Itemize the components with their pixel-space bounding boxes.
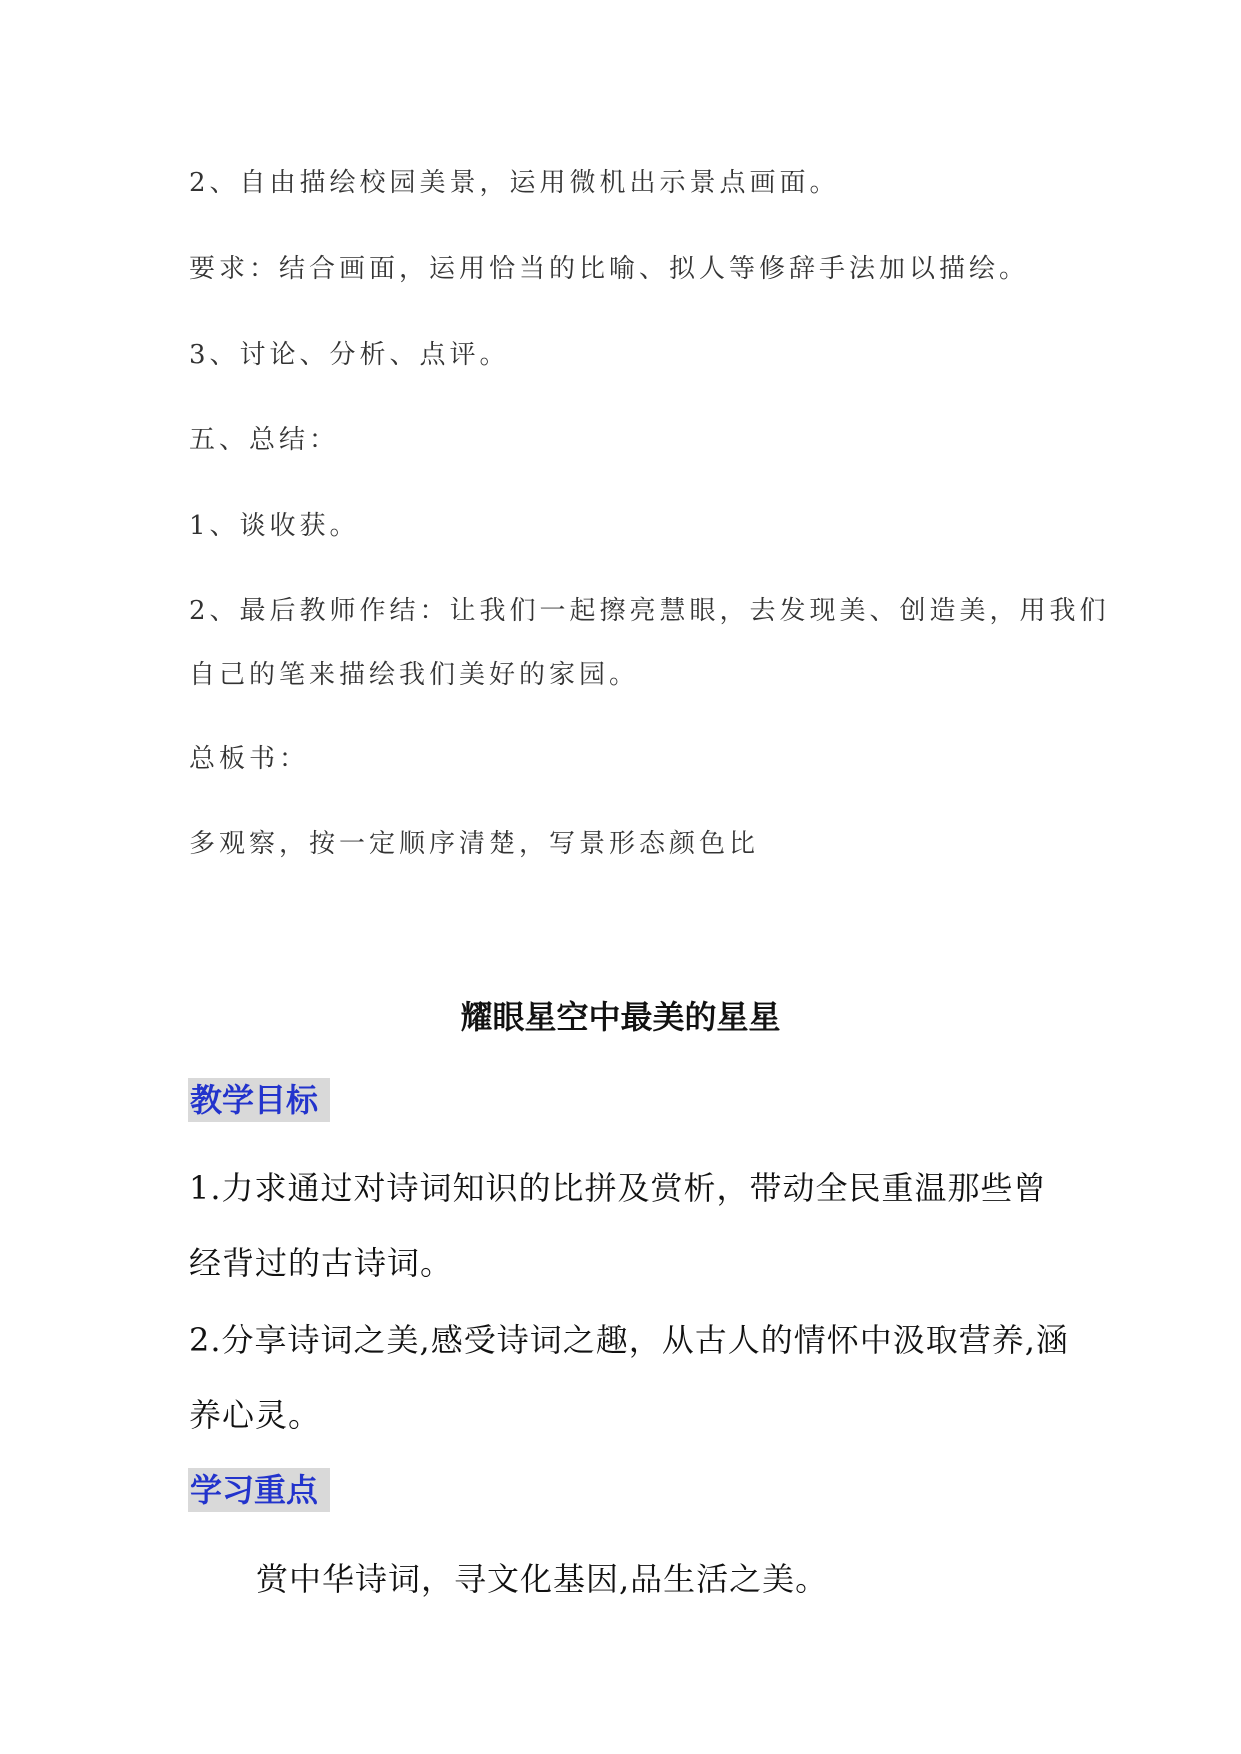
lesson-title: 耀眼星空中最美的星星 <box>460 998 781 1036</box>
paragraph-step-3: 3、讨论、分析、点评。 <box>189 340 510 370</box>
board-writing-content: 多观察，按一定顺序清楚，写景形态颜色比 <box>189 829 760 859</box>
objective-2-line-1: 2.分享诗词之美,感受诗词之趣，从古人的情怀中汲取营养,涵 <box>189 1321 1069 1359</box>
paragraph-summary-2-line-2: 自己的笔来描绘我们美好的家园。 <box>189 660 640 690</box>
paragraph-summary-1: 1、谈收获。 <box>189 511 360 541</box>
focus-heading: 学习重点 <box>188 1468 330 1512</box>
objective-2-line-2: 养心灵。 <box>189 1396 322 1434</box>
board-writing-label: 总板书： <box>189 744 310 774</box>
objective-1-line-1: 1.力求通过对诗词知识的比拼及赏析，带动全民重温那些曾 <box>189 1169 1047 1207</box>
paragraph-step-2: 2、自由描绘校园美景，运用微机出示景点画面。 <box>189 168 840 198</box>
section-heading-summary: 五、总结： <box>189 425 340 455</box>
objectives-heading: 教学目标 <box>188 1078 330 1122</box>
paragraph-summary-2-line-1: 2、最后教师作结：让我们一起擦亮慧眼，去发现美、创造美，用我们 <box>189 596 1110 626</box>
focus-text: 赏中华诗词，寻文化基因,品生活之美。 <box>256 1560 829 1598</box>
paragraph-requirement: 要求：结合画面，运用恰当的比喻、拟人等修辞手法加以描绘。 <box>189 254 1030 284</box>
objective-1-line-2: 经背过的古诗词。 <box>189 1244 454 1282</box>
